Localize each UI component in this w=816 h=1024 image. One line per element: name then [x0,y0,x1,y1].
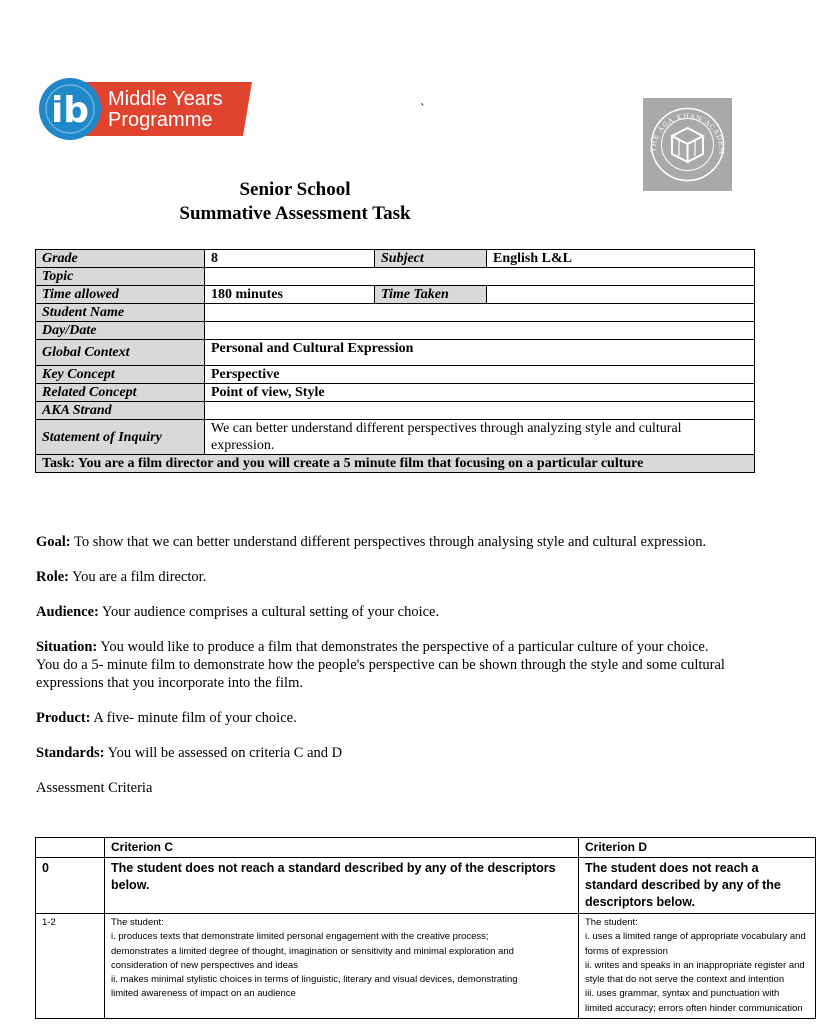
product-paragraph [36,709,726,727]
related-concept-value: Point of view, Style [205,384,755,402]
level-0: 0 [36,858,105,914]
standards-paragraph [36,744,726,762]
criteria-level-header [36,838,105,858]
c-line: limited awareness of impact on an audience [111,988,296,1000]
time-taken-value [487,286,755,304]
student-name-value [205,304,755,322]
d-line: iii. uses grammar, syntax and punctuation with limited accuracy; errors often hinder communication [585,988,803,1014]
criteria-table [35,837,816,1019]
inquiry-label: Statement of Inquiry [36,420,205,455]
topic-label: Topic [36,268,205,286]
logo-line2: Programme [108,109,213,131]
d-line: i. uses a limited range of appropriate vocabulary and forms of expression [585,931,806,957]
c-line: demonstrates a limited degree of thought, imagination or sensitivity and minimal exploration and [111,945,514,957]
criterion-c-header: Criterion C [105,838,579,858]
product-text: A five- minute film of your choice. [90,710,297,726]
criterion-c-level-1-2 [105,914,579,1019]
d-line: The student: [585,917,638,928]
goal-text: To show that we can better understand different perspectives through analysing style and cultural expression. [70,534,707,550]
grade-label: Grade [36,250,205,268]
c-line: ii. makes minimal stylistic choices in terms of linguistic, literary and visual devices, demonstrating [111,974,518,986]
c-line: i. produces texts that demonstrate limited personal engagement with the creative process; [111,931,489,943]
situation-text: You would like to produce a film that demonstrates the perspective of a particular culture of your choice. You do a 5- minute film to demonstrate how the people's perspective can be shown through the style and some cultural expressions that you incorporate into the film. [36,639,725,691]
stray-mark: ` [420,102,425,117]
goal-paragraph [36,533,726,551]
title-line-2: Summative Assessment Task [179,203,411,224]
goal-label: Goal: [36,534,71,550]
situation-paragraph [36,638,726,692]
audience-paragraph [36,603,726,621]
grasps-section [36,533,726,814]
situation-label: Situation: [36,639,98,655]
product-label: Product: [36,710,91,726]
criterion-d-level-0: The student does not reach a standard described by any of the descriptors below. [579,858,816,914]
audience-text: Your audience comprises a cultural setting of your choice. [98,604,440,620]
role-label: Role: [36,569,70,585]
criterion-d-level-1-2 [579,914,816,1019]
audience-label: Audience: [36,604,99,620]
standards-label: Standards: [36,745,105,761]
ib-myp-logo [38,78,254,140]
grade-value: 8 [205,250,375,268]
criterion-d-header: Criterion D [579,838,816,858]
standards-text: You will be assessed on criteria C and D [104,745,343,761]
criterion-c-level-0: The student does not reach a standard described by any of the descriptors below. [105,858,579,914]
key-concept-value: Perspective [205,366,755,384]
criteria-table-wrapper [35,837,806,1014]
time-allowed-label: Time allowed [36,286,205,304]
key-concept-label: Key Concept [36,366,205,384]
aka-strand-label: AKA Strand [36,402,205,420]
logo-line1: Middle Years [108,88,223,110]
c-line: consideration of new perspectives and ideas [111,959,298,971]
time-allowed-value: 180 minutes [205,286,375,304]
seal-text: THE AGA KHAN ACADEM [649,112,726,156]
student-name-label: Student Name [36,304,205,322]
title-line-1: Senior School [239,179,351,200]
role-text: You are a film director. [69,569,207,585]
d-line: ii. writes and speaks in an inappropriate register and style that do not serve the context and intention [585,959,805,986]
assessment-heading: Assessment Criteria [36,780,153,796]
inquiry-value: We can better understand different perspectives through analyzing style and cultural expression. [205,420,755,455]
role-paragraph [36,568,726,586]
day-date-label: Day/Date [36,322,205,340]
level-1-2: 1-2 [36,914,105,1019]
page-title [0,178,590,226]
subject-value: English L&L [487,250,755,268]
global-context-value: Personal and Cultural Expression [205,340,755,366]
aga-khan-academy-seal [643,98,732,191]
global-context-label: Global Context [36,340,205,366]
day-date-value [205,322,755,340]
c-line: The student: [111,917,164,928]
topic-value [205,268,755,286]
subject-label: Subject [375,250,487,268]
related-concept-label: Related Concept [36,384,205,402]
task-info-table [35,249,755,473]
time-taken-label: Time Taken [375,286,487,304]
aka-strand-value [205,402,755,420]
ib-letters: ib [50,90,90,131]
task-statement: Task: You are a film director and you will create a 5 minute film that focusing on a particular culture [36,455,755,473]
